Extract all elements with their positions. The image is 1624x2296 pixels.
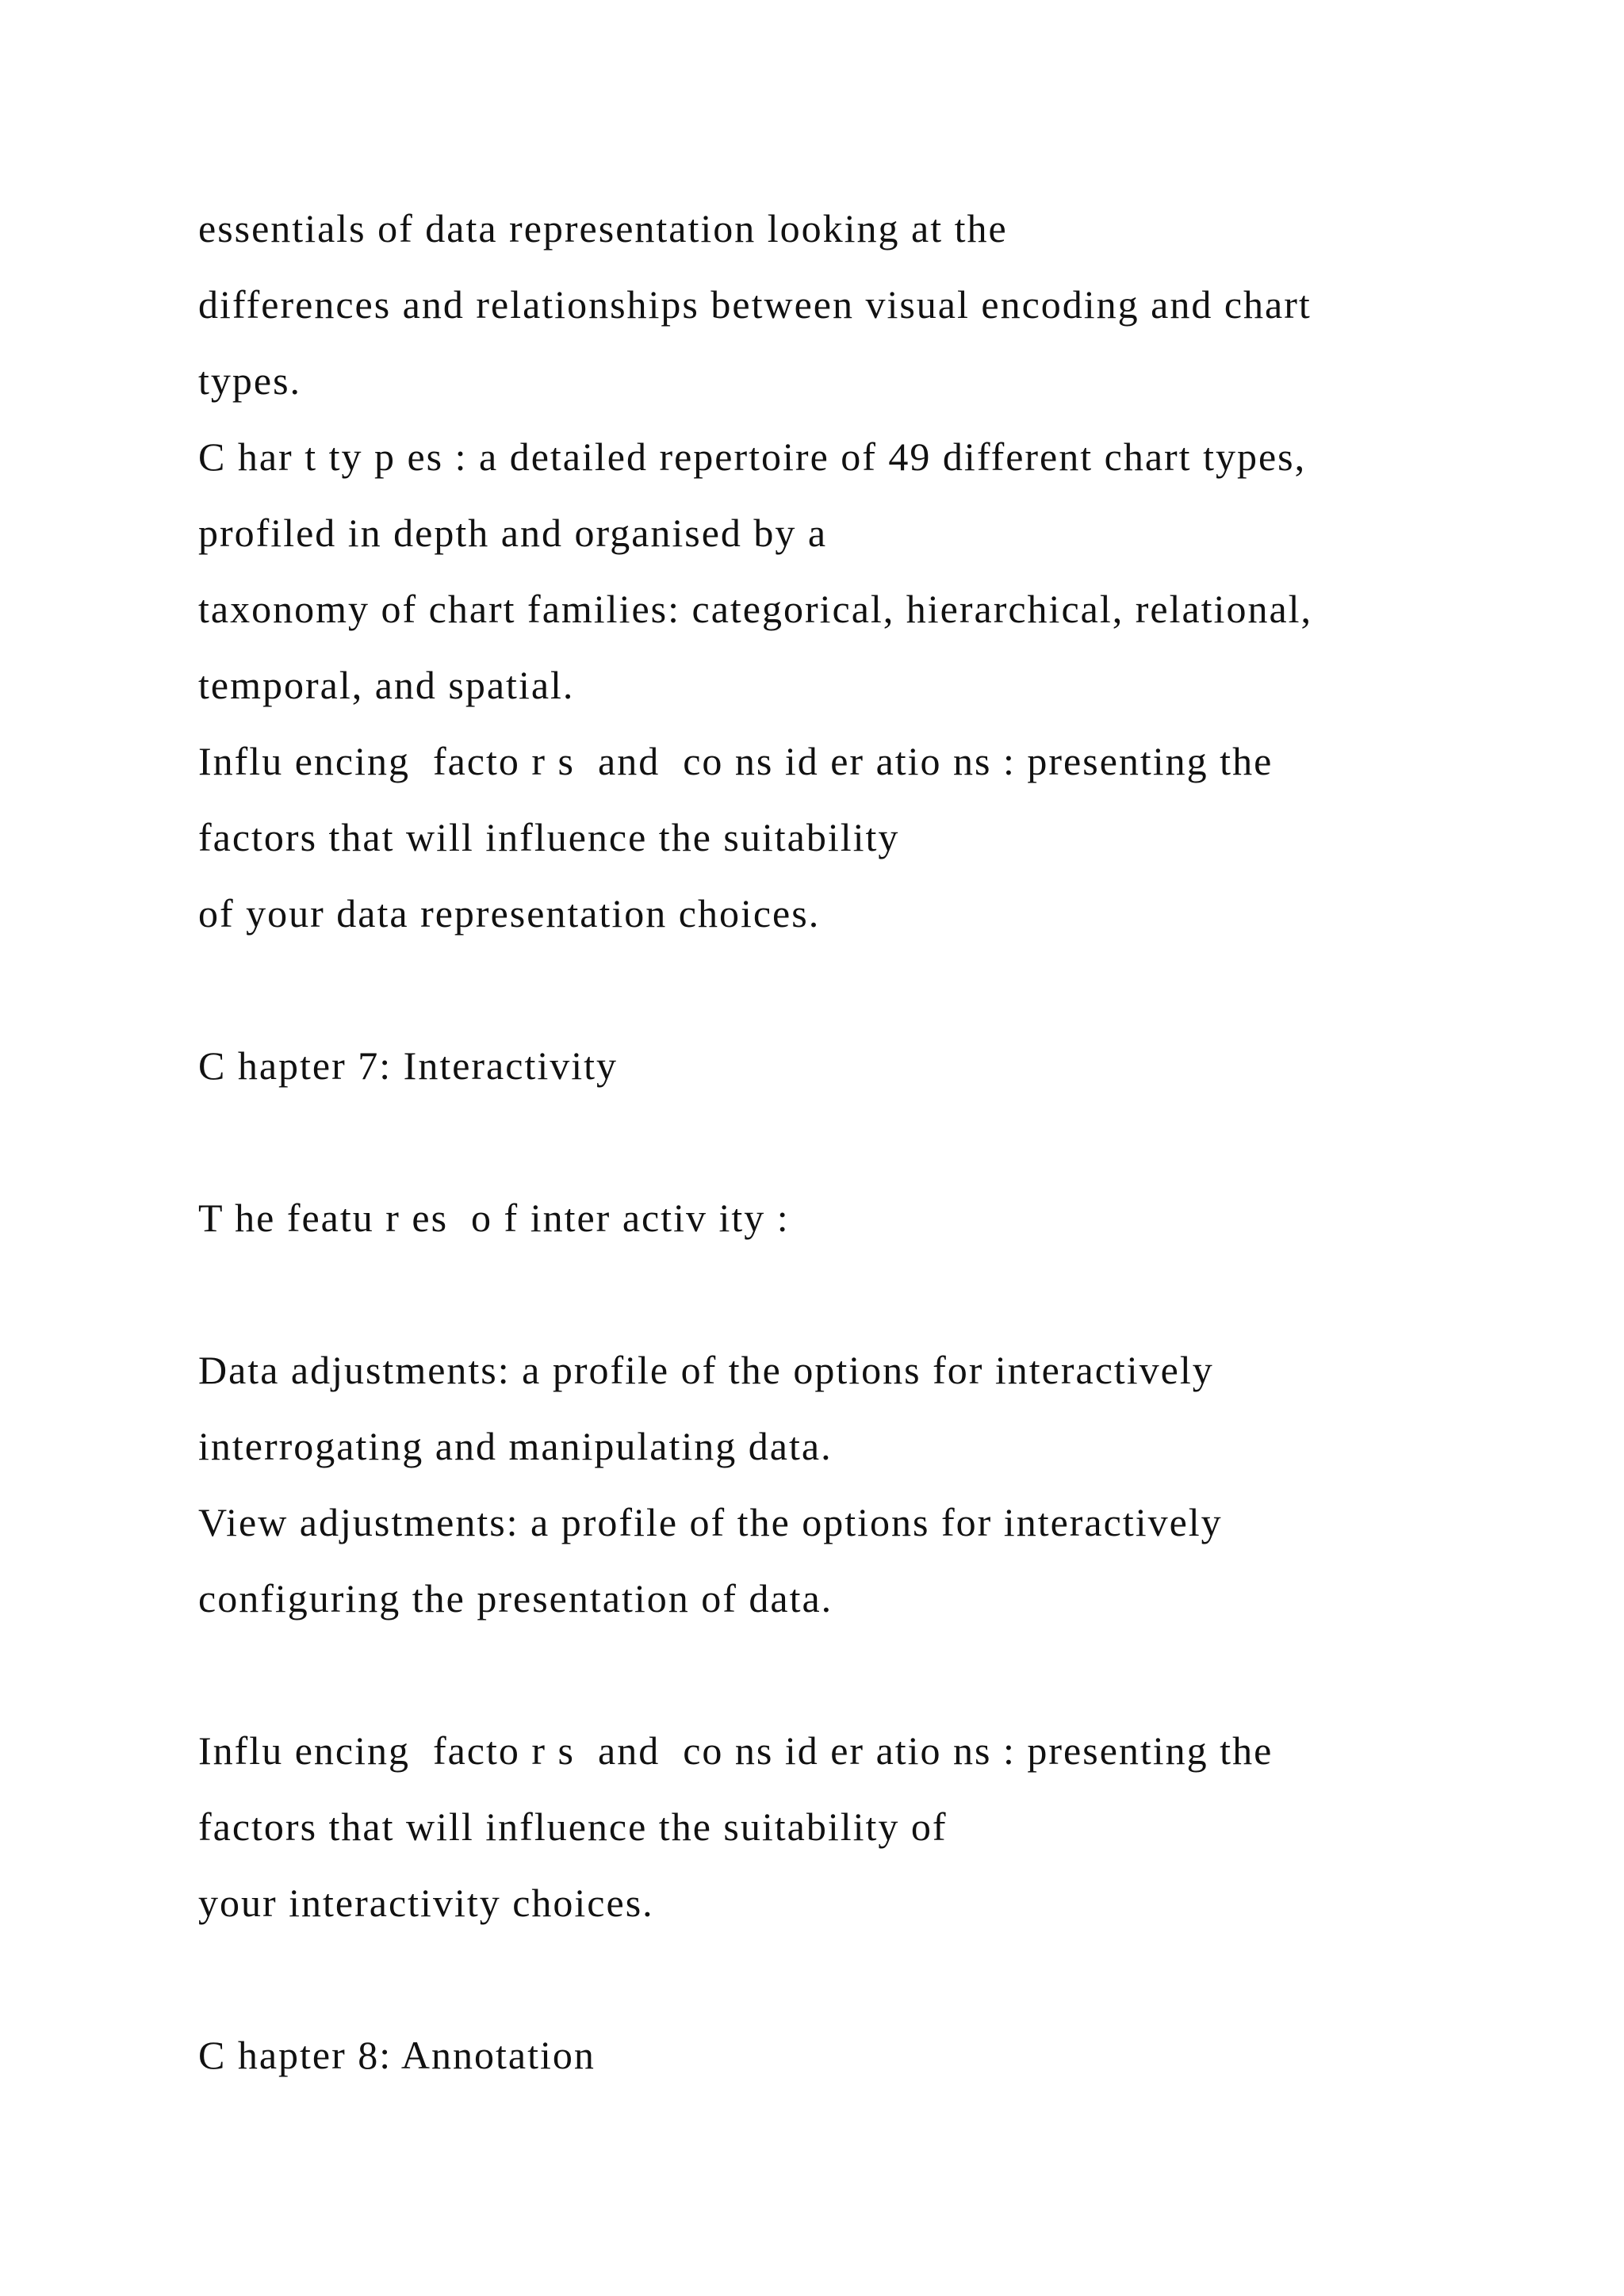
blank-line bbox=[198, 1941, 1546, 2017]
text-line: C har t ty p es : a detailed repertoire of 49 different chart types, bbox=[198, 434, 1307, 479]
text-line: View adjustments: a profile of the options for interactively bbox=[198, 1500, 1223, 1544]
text-line: Influ encing facto r s and co ns id er atio ns : presenting the bbox=[198, 739, 1274, 783]
chapter-heading: C hapter 7: Interactivity bbox=[198, 1043, 619, 1088]
text-line: essentials of data representation looking at the bbox=[198, 206, 1008, 251]
text-line: your interactivity choices. bbox=[198, 1881, 654, 1925]
blank-line bbox=[198, 1104, 1546, 1180]
text-line: profiled in depth and organised by a bbox=[198, 511, 828, 555]
blank-line bbox=[198, 951, 1546, 1027]
text-line: factors that will influence the suitability bbox=[198, 815, 900, 859]
text-line: of your data representation choices. bbox=[198, 891, 821, 936]
chapter-heading: C hapter 8: Annotation bbox=[198, 2033, 596, 2077]
text-line: types. bbox=[198, 358, 302, 403]
text-line: Data adjustments: a profile of the options for interactively bbox=[198, 1348, 1214, 1392]
text-line: temporal, and spatial. bbox=[198, 663, 575, 707]
blank-line bbox=[198, 1256, 1546, 1332]
text-line: Influ encing facto r s and co ns id er atio ns : presenting the bbox=[198, 1728, 1274, 1773]
text-line: factors that will influence the suitability of bbox=[198, 1804, 948, 1849]
body-text bbox=[198, 190, 1546, 2093]
blank-line bbox=[198, 1636, 1546, 1712]
text-line: taxonomy of chart families: categorical, hierarchical, relational, bbox=[198, 587, 1313, 631]
text-line: configuring the presentation of data. bbox=[198, 1576, 833, 1621]
section-heading: T he featu r es o f inter activ ity : bbox=[198, 1196, 790, 1240]
text-line: differences and relationships between visual encoding and chart bbox=[198, 282, 1312, 327]
text-line: interrogating and manipulating data. bbox=[198, 1424, 833, 1468]
